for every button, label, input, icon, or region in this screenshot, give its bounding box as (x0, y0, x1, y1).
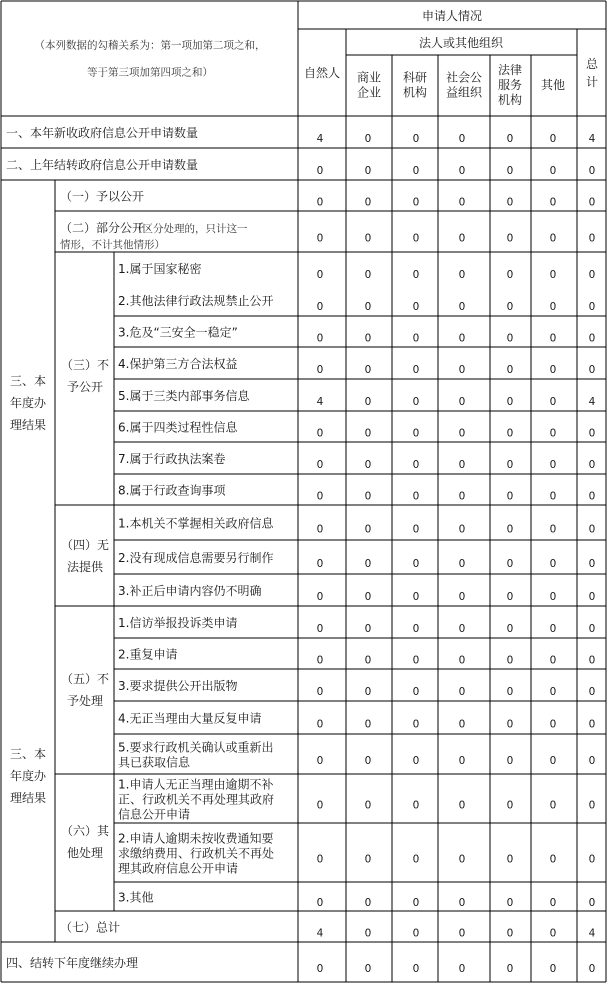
row-label: 3.其他 (118, 890, 154, 905)
row-value-0: 0 (316, 269, 324, 281)
row-value-6: 0 (588, 196, 596, 209)
row-value-5: 0 (549, 364, 557, 376)
row-value-5: 0 (549, 133, 557, 145)
row-value-2: 0 (412, 755, 420, 767)
group-other-processing: 他处理 (66, 846, 104, 860)
row-value-2: 0 (412, 332, 420, 345)
row-value-2: 0 (412, 799, 420, 812)
row-value-3: 0 (458, 799, 466, 812)
row-value-0: 0 (316, 165, 324, 177)
row-value-0: 0 (316, 853, 324, 866)
row-value-2: 0 (412, 427, 420, 440)
row-value-6: 4 (588, 396, 596, 408)
row-value-3: 0 (458, 963, 466, 975)
row-value-4: 0 (506, 755, 514, 767)
row-value-4: 0 (506, 523, 514, 536)
row-label: 一、本年新收政府信息公开申请数量 (6, 126, 199, 140)
row-value-6: 0 (588, 686, 596, 698)
row-value-5: 0 (549, 459, 557, 471)
row-value-0: 0 (316, 799, 324, 812)
row-label-note: （区分处理的，只计这一 (132, 223, 248, 235)
group-annual-result-repeat: 理结果 (9, 791, 47, 805)
row-label: 信息公开申请 (118, 807, 191, 822)
row-label: 3.危及“三安全一稳定” (118, 325, 238, 340)
row-value-1: 0 (364, 427, 372, 440)
row-value-5: 0 (549, 799, 557, 812)
row-value-0: 4 (316, 927, 324, 940)
row-value-1: 0 (364, 853, 372, 866)
row-value-3: 0 (458, 301, 466, 313)
row-value-2: 0 (412, 853, 420, 866)
row-value-2: 0 (412, 269, 420, 281)
row-value-6: 0 (588, 853, 596, 866)
row-value-1: 0 (364, 364, 372, 376)
header-total: 计 (585, 75, 599, 89)
row-value-0: 0 (316, 301, 324, 313)
row-value-6: 0 (588, 269, 596, 281)
row-value-4: 0 (506, 396, 514, 408)
row-value-1: 0 (364, 927, 372, 940)
header-other: 其他 (540, 78, 566, 92)
row-value-4: 0 (506, 853, 514, 866)
row-value-6: 4 (588, 133, 596, 145)
header-total: 总 (585, 57, 599, 71)
row-value-1: 0 (364, 459, 372, 471)
row-value-6: 0 (588, 591, 596, 603)
row-value-0: 4 (316, 133, 324, 145)
row-label: 1.属于国家秘密 (118, 262, 202, 276)
row-value-4: 0 (506, 718, 514, 731)
header-legal-services: 法律 (497, 63, 523, 77)
header-research: 机构 (402, 85, 428, 100)
row-value-5: 0 (549, 490, 557, 503)
row-value-1: 0 (364, 558, 372, 570)
row-label: 求缴纳费用、行政机关不再处 (118, 846, 275, 861)
row-value-3: 0 (458, 232, 466, 245)
row-label: （一）予以公开 (60, 189, 145, 204)
row-value-6: 0 (588, 897, 596, 909)
row-value-3: 0 (458, 686, 466, 698)
group-not-processed: （五）不 (60, 672, 110, 686)
row-value-5: 0 (549, 558, 557, 570)
row-value-2: 0 (412, 654, 420, 667)
row-value-6: 0 (588, 623, 596, 635)
row-value-1: 0 (364, 623, 372, 635)
row-value-1: 0 (364, 133, 372, 145)
row-value-1: 0 (364, 718, 372, 731)
row-value-0: 0 (316, 459, 324, 471)
row-value-2: 0 (412, 523, 420, 536)
row-value-4: 0 (506, 490, 514, 503)
row-value-5: 0 (549, 718, 557, 731)
row-value-2: 0 (412, 301, 420, 313)
row-value-3: 0 (458, 332, 466, 345)
row-value-0: 0 (316, 523, 324, 536)
group-other-processing: （六）其 (60, 824, 110, 838)
header-social-welfare: 社会公 (445, 70, 483, 85)
group-annual-result: 年度办 (9, 396, 47, 410)
row-value-6: 0 (588, 232, 596, 245)
row-value-3: 0 (458, 427, 466, 440)
row-value-2: 0 (412, 459, 420, 471)
row-value-4: 0 (506, 927, 514, 940)
row-label: 2.申请人逾期未按收费通知要 (118, 831, 274, 846)
row-value-2: 0 (412, 165, 420, 177)
group-annual-result: 三、本 (9, 374, 47, 388)
row-value-2: 0 (412, 232, 420, 245)
row-value-3: 0 (458, 269, 466, 281)
row-value-0: 0 (316, 654, 324, 667)
row-label: 2.其他法律行政法规禁止公开 (118, 294, 274, 308)
row-value-0: 0 (316, 558, 324, 570)
row-value-4: 0 (506, 301, 514, 313)
row-label: 5.属于三类内部事务信息 (118, 389, 250, 403)
row-value-5: 0 (549, 755, 557, 767)
row-value-4: 0 (506, 364, 514, 376)
row-value-0: 0 (316, 897, 324, 909)
row-value-2: 0 (412, 897, 420, 909)
header-legal-services: 机构 (497, 93, 523, 107)
row-value-4: 0 (506, 897, 514, 909)
header-natural-person: 自然人 (303, 66, 341, 80)
row-value-4: 0 (506, 232, 514, 245)
row-value-3: 0 (458, 364, 466, 376)
row-value-2: 0 (412, 196, 420, 209)
row-value-6: 0 (588, 165, 596, 177)
row-value-1: 0 (364, 332, 372, 345)
row-value-2: 0 (412, 927, 420, 940)
row-value-6: 0 (588, 523, 596, 536)
row-label: 2.重复申请 (118, 647, 178, 662)
row-value-6: 0 (588, 364, 596, 376)
row-value-5: 0 (549, 196, 557, 209)
row-value-2: 0 (412, 718, 420, 731)
row-label: 3.要求提供公开出版物 (118, 679, 238, 693)
row-label-note: 情形，不计其他情形） (60, 239, 165, 251)
row-value-2: 0 (412, 686, 420, 698)
row-value-4: 0 (506, 963, 514, 975)
row-label: 四、结转下年度继续办理 (6, 956, 139, 970)
row-value-1: 0 (364, 686, 372, 698)
group-annual-result: 理结果 (9, 418, 47, 432)
row-value-3: 0 (458, 623, 466, 635)
row-value-4: 0 (506, 196, 514, 209)
row-label: （七）总计 (60, 920, 121, 935)
row-value-0: 0 (316, 364, 324, 376)
row-value-0: 0 (316, 232, 324, 245)
row-value-5: 0 (549, 897, 557, 909)
row-label: 1.信访举报投诉类申请 (118, 616, 238, 630)
row-value-1: 0 (364, 755, 372, 767)
row-value-3: 0 (458, 897, 466, 909)
row-value-1: 0 (364, 232, 372, 245)
row-value-3: 0 (458, 853, 466, 866)
row-value-5: 0 (549, 332, 557, 345)
group-not-disclosed: 予公开 (66, 380, 104, 394)
row-value-4: 0 (506, 558, 514, 570)
row-value-0: 0 (316, 490, 324, 503)
row-value-4: 0 (506, 427, 514, 440)
row-label: 二、上年结转政府信息公开申请数量 (6, 158, 199, 172)
row-value-6: 0 (588, 459, 596, 471)
row-value-4: 0 (506, 459, 514, 471)
table-texts (6, 8, 599, 975)
row-value-6: 0 (588, 963, 596, 975)
row-value-2: 0 (412, 490, 420, 503)
row-label: 4.无正当理由大量反复申请 (118, 711, 262, 726)
row-value-5: 0 (549, 427, 557, 440)
row-value-2: 0 (412, 396, 420, 408)
row-value-3: 0 (458, 755, 466, 767)
row-value-3: 0 (458, 718, 466, 731)
row-label: 2.没有现成信息需要另行制作 (118, 551, 274, 565)
row-value-1: 0 (364, 963, 372, 975)
row-label: 1.申请人无正当理由逾期不补 (118, 777, 274, 792)
row-value-5: 0 (549, 301, 557, 313)
row-value-0: 0 (316, 963, 324, 975)
row-value-4: 0 (506, 686, 514, 698)
row-label: 8.属于行政查询事项 (118, 483, 226, 498)
row-value-4: 0 (506, 799, 514, 812)
row-value-6: 0 (588, 654, 596, 667)
group-annual-result-repeat: 年度办 (9, 769, 47, 783)
row-value-6: 0 (588, 332, 596, 345)
row-value-2: 0 (412, 591, 420, 603)
row-value-1: 0 (364, 490, 372, 503)
row-label: 1.本机关不掌握相关政府信息 (118, 516, 274, 531)
row-label: 具已获取信息 (118, 755, 191, 770)
row-value-3: 0 (458, 591, 466, 603)
row-value-5: 0 (549, 853, 557, 866)
row-value-5: 0 (549, 654, 557, 667)
row-label: 7.属于行政执法案卷 (118, 452, 226, 466)
row-value-3: 0 (458, 133, 466, 145)
row-value-5: 0 (549, 396, 557, 408)
row-value-5: 0 (549, 591, 557, 603)
group-unable-to-provide: （四）无 (60, 538, 110, 552)
row-value-1: 0 (364, 269, 372, 281)
group-not-disclosed: （三）不 (60, 358, 110, 372)
row-value-3: 0 (458, 927, 466, 940)
row-value-2: 0 (412, 364, 420, 376)
row-value-0: 0 (316, 686, 324, 698)
row-value-3: 0 (458, 459, 466, 471)
row-value-6: 4 (588, 927, 596, 940)
row-label: 4.保护第三方合法权益 (118, 357, 238, 371)
row-value-6: 0 (588, 427, 596, 440)
row-value-2: 0 (412, 963, 420, 975)
row-value-6: 0 (588, 718, 596, 731)
row-value-1: 0 (364, 897, 372, 909)
row-value-1: 0 (364, 301, 372, 313)
row-value-4: 0 (506, 591, 514, 603)
header-legal-entities: 法人或其他组织 (418, 36, 504, 50)
row-value-3: 0 (458, 490, 466, 503)
row-value-5: 0 (549, 623, 557, 635)
row-value-3: 0 (458, 558, 466, 570)
row-value-3: 0 (458, 654, 466, 667)
row-value-3: 0 (458, 523, 466, 536)
row-value-0: 0 (316, 755, 324, 767)
row-value-4: 0 (506, 332, 514, 345)
row-value-2: 0 (412, 623, 420, 635)
row-value-5: 0 (549, 232, 557, 245)
row-value-1: 0 (364, 396, 372, 408)
row-value-4: 0 (506, 165, 514, 177)
header-applicant: 申请人情况 (421, 9, 483, 23)
row-value-1: 0 (364, 523, 372, 536)
header-business: 企业 (356, 85, 382, 100)
header-note: （本列数据的勾稽关系为：第一项加第二项之和， (34, 39, 266, 52)
group-not-processed: 予处理 (66, 694, 104, 708)
row-value-0: 0 (316, 332, 324, 345)
header-social-welfare: 益组织 (445, 85, 483, 100)
header-business: 商业 (356, 70, 382, 85)
row-value-5: 0 (549, 523, 557, 536)
row-value-2: 0 (412, 133, 420, 145)
row-value-6: 0 (588, 799, 596, 812)
row-label: 6.属于四类过程性信息 (118, 420, 238, 435)
row-value-4: 0 (506, 654, 514, 667)
row-value-1: 0 (364, 654, 372, 667)
group-unable-to-provide: 法提供 (66, 560, 104, 574)
row-value-5: 0 (549, 963, 557, 975)
row-value-4: 0 (506, 623, 514, 635)
row-value-0: 0 (316, 196, 324, 209)
row-value-3: 0 (458, 196, 466, 209)
row-value-5: 0 (549, 686, 557, 698)
row-value-3: 0 (458, 396, 466, 408)
row-value-6: 0 (588, 490, 596, 503)
row-value-0: 0 (316, 623, 324, 635)
row-value-1: 0 (364, 799, 372, 812)
row-label: 理其政府信息公开申请 (118, 861, 239, 876)
row-label: （二）部分公开 (60, 221, 145, 235)
row-value-0: 0 (316, 427, 324, 440)
row-value-0: 0 (316, 718, 324, 731)
header-legal-services: 服务 (497, 78, 523, 92)
row-value-1: 0 (364, 591, 372, 603)
row-value-6: 0 (588, 755, 596, 767)
row-value-0: 0 (316, 591, 324, 603)
row-label: 5.要求行政机关确认或重新出 (118, 740, 274, 755)
row-value-5: 0 (549, 165, 557, 177)
row-value-3: 0 (458, 165, 466, 177)
row-value-5: 0 (549, 269, 557, 281)
row-value-5: 0 (549, 927, 557, 940)
row-value-4: 0 (506, 133, 514, 145)
row-value-2: 0 (412, 558, 420, 570)
group-annual-result-repeat: 三、本 (9, 747, 47, 761)
row-label: 正、行政机关不再处理其政府 (118, 792, 275, 807)
header-note: 等于第三项加第四项之和） (87, 66, 213, 79)
row-value-6: 0 (588, 558, 596, 570)
row-value-6: 0 (588, 301, 596, 313)
row-value-0: 4 (316, 396, 324, 408)
row-value-1: 0 (364, 196, 372, 209)
row-label: 3.补正后申请内容仍不明确 (118, 584, 262, 598)
row-value-1: 0 (364, 165, 372, 177)
row-value-4: 0 (506, 269, 514, 281)
header-research: 科研 (402, 70, 428, 85)
